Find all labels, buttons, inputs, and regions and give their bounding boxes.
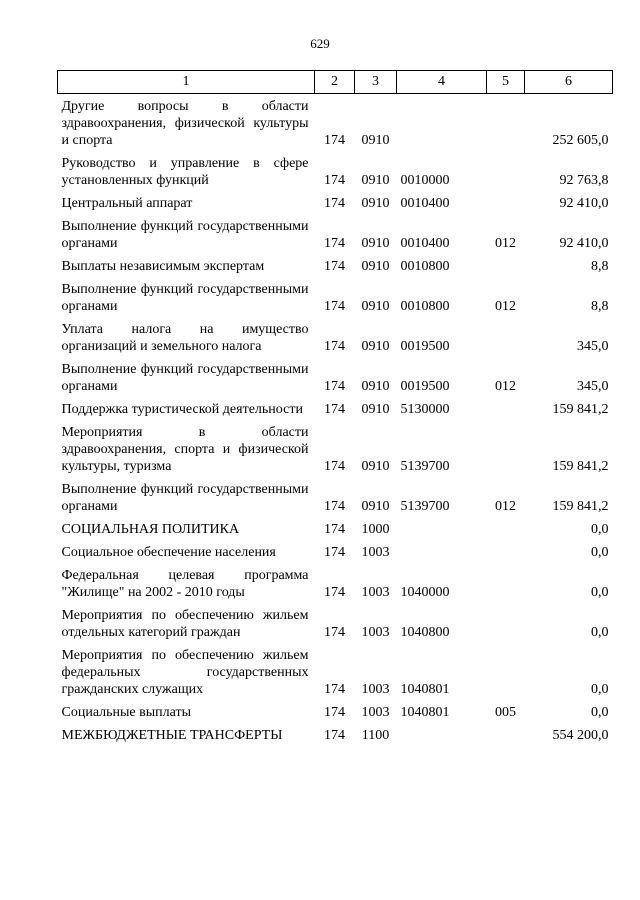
row-name: Мероприятия в области здравоохранения, спорта и физической культуры, туризма (61, 425, 309, 474)
budget-table (57, 70, 613, 746)
row-col-5 (487, 517, 525, 540)
row-col-2: 174 (324, 499, 345, 514)
row-col-4: 0019500 (400, 379, 450, 394)
table-row (58, 254, 613, 277)
table-header (58, 71, 613, 94)
row-col-2: 174 (324, 339, 345, 354)
row-col-6: 0,0 (591, 625, 609, 640)
row-col-5 (487, 723, 525, 746)
table-row (58, 151, 613, 191)
table-body (58, 94, 613, 747)
row-col-4: 1040800 (400, 625, 450, 640)
table-row (58, 191, 613, 214)
row-name: Социальные выплаты (61, 705, 192, 720)
row-col-4 (397, 94, 487, 152)
page-number: 629 (310, 36, 330, 51)
row-col-5 (487, 397, 525, 420)
row-col-3: 0910 (361, 299, 390, 314)
row-col-4 (397, 540, 487, 563)
row-col-4: 0010000 (400, 173, 450, 188)
table-row (58, 94, 613, 152)
row-col-3: 0910 (361, 459, 390, 474)
row-col-6: 8,8 (591, 299, 609, 314)
table-row (58, 214, 613, 254)
row-col-3: 1100 (361, 728, 390, 743)
row-col-6: 345,0 (577, 339, 609, 354)
row-col-4: 5139700 (400, 459, 450, 474)
row-name: Руководство и управление в сфере установленных функций (61, 156, 309, 188)
table-row (58, 517, 613, 540)
row-col-3: 0910 (361, 379, 390, 394)
row-col-5 (487, 94, 525, 152)
row-col-4: 0010800 (400, 299, 450, 314)
row-col-5 (487, 540, 525, 563)
table-row (58, 317, 613, 357)
row-col-4: 0010800 (400, 259, 450, 274)
row-col-5 (487, 254, 525, 277)
row-col-3: 0910 (361, 236, 390, 251)
row-col-4: 0010400 (400, 196, 450, 211)
row-col-2: 174 (324, 585, 345, 600)
row-name: СОЦИАЛЬНАЯ ПОЛИТИКА (61, 522, 240, 537)
row-col-3: 1003 (361, 625, 390, 640)
row-col-3: 1003 (361, 705, 390, 720)
row-name: Выполнение функций государственными органами (61, 362, 309, 394)
table-row (58, 357, 613, 397)
row-col-6: 159 841,2 (552, 499, 609, 514)
header-col-6: 6 (525, 71, 613, 94)
row-col-6: 92 410,0 (559, 196, 609, 211)
row-col-2: 174 (324, 705, 345, 720)
row-col-2: 174 (324, 545, 345, 560)
row-col-6: 8,8 (591, 259, 609, 274)
row-col-4 (397, 723, 487, 746)
header-col-2: 2 (315, 71, 355, 94)
row-col-5: 012 (495, 236, 516, 251)
row-col-2: 174 (324, 625, 345, 640)
row-name: Мероприятия по обеспечению жильем отдельных категорий граждан (61, 608, 309, 640)
header-col-1: 1 (58, 71, 315, 94)
row-col-3: 1003 (361, 682, 390, 697)
row-col-2: 174 (324, 133, 345, 148)
table-row (58, 723, 613, 746)
row-col-2: 174 (324, 259, 345, 274)
row-col-4: 5139700 (400, 499, 450, 514)
row-col-5 (487, 191, 525, 214)
row-name: Выполнение функций государственными органами (61, 219, 309, 251)
row-col-3: 1000 (361, 522, 390, 537)
table-row (58, 477, 613, 517)
row-col-3: 0910 (361, 259, 390, 274)
row-col-2: 174 (324, 682, 345, 697)
row-col-5 (487, 643, 525, 700)
row-col-5: 005 (495, 705, 516, 720)
row-name: Поддержка туристической деятельности (61, 402, 303, 417)
row-col-6: 554 200,0 (552, 728, 609, 743)
row-col-5 (487, 151, 525, 191)
row-col-5: 012 (495, 499, 516, 514)
row-name: Выплаты независимым экспертам (61, 259, 265, 274)
row-col-6: 159 841,2 (552, 459, 609, 474)
row-col-6: 0,0 (591, 682, 609, 697)
row-name: Другие вопросы в области здравоохранения, физической культуры и спорта (61, 99, 309, 148)
row-col-4: 5130000 (400, 402, 450, 417)
row-col-4 (397, 517, 487, 540)
header-col-4: 4 (397, 71, 487, 94)
table-row (58, 540, 613, 563)
row-col-2: 174 (324, 459, 345, 474)
row-col-5: 012 (495, 379, 516, 394)
row-col-3: 0910 (361, 196, 390, 211)
row-col-4: 0019500 (400, 339, 450, 354)
row-name: Уплата налога на имущество организаций и земельного налога (61, 322, 309, 354)
table-row (58, 700, 613, 723)
row-col-5 (487, 317, 525, 357)
table-row (58, 563, 613, 603)
table-row (58, 397, 613, 420)
row-col-4: 1040801 (400, 705, 450, 720)
row-col-6: 345,0 (577, 379, 609, 394)
row-col-6: 0,0 (591, 545, 609, 560)
row-name: Социальное обеспечение населения (61, 545, 276, 560)
row-col-3: 1003 (361, 585, 390, 600)
row-col-3: 0910 (361, 402, 390, 417)
row-col-6: 0,0 (591, 522, 609, 537)
row-name: Выполнение функций государственными органами (61, 482, 309, 514)
row-col-6: 0,0 (591, 705, 609, 720)
row-col-2: 174 (324, 299, 345, 314)
row-col-3: 0910 (361, 133, 390, 148)
row-col-2: 174 (324, 379, 345, 394)
row-col-6: 92 763,8 (559, 173, 609, 188)
row-col-2: 174 (324, 402, 345, 417)
row-col-3: 1003 (361, 545, 390, 560)
row-col-3: 0910 (361, 339, 390, 354)
row-col-6: 159 841,2 (552, 402, 609, 417)
row-col-2: 174 (324, 728, 345, 743)
row-name: Мероприятия по обеспечению жильем федеральных государственных гражданских служащих (61, 648, 309, 697)
row-col-2: 174 (324, 236, 345, 251)
row-col-2: 174 (324, 196, 345, 211)
header-col-5: 5 (487, 71, 525, 94)
row-col-6: 252 605,0 (552, 133, 609, 148)
row-col-4: 0010400 (400, 236, 450, 251)
table-row (58, 420, 613, 477)
row-col-5 (487, 563, 525, 603)
row-name: Центральный аппарат (61, 196, 193, 211)
row-col-5 (487, 603, 525, 643)
table-row (58, 603, 613, 643)
row-col-3: 0910 (361, 173, 390, 188)
table-row (58, 277, 613, 317)
row-col-3: 0910 (361, 499, 390, 514)
header-col-3: 3 (355, 71, 397, 94)
row-col-2: 174 (324, 522, 345, 537)
row-col-4: 1040000 (400, 585, 450, 600)
row-col-2: 174 (324, 173, 345, 188)
row-col-6: 92 410,0 (559, 236, 609, 251)
header-row (58, 71, 613, 94)
row-name: МЕЖБЮДЖЕТНЫЕ ТРАНСФЕРТЫ (61, 728, 283, 743)
row-name: Выполнение функций государственными органами (61, 282, 309, 314)
row-col-5 (487, 420, 525, 477)
row-col-4: 1040801 (400, 682, 450, 697)
table-row (58, 643, 613, 700)
row-name: Федеральная целевая программа "Жилище" на 2002 - 2010 годы (61, 568, 309, 600)
row-col-5: 012 (495, 299, 516, 314)
row-col-6: 0,0 (591, 585, 609, 600)
